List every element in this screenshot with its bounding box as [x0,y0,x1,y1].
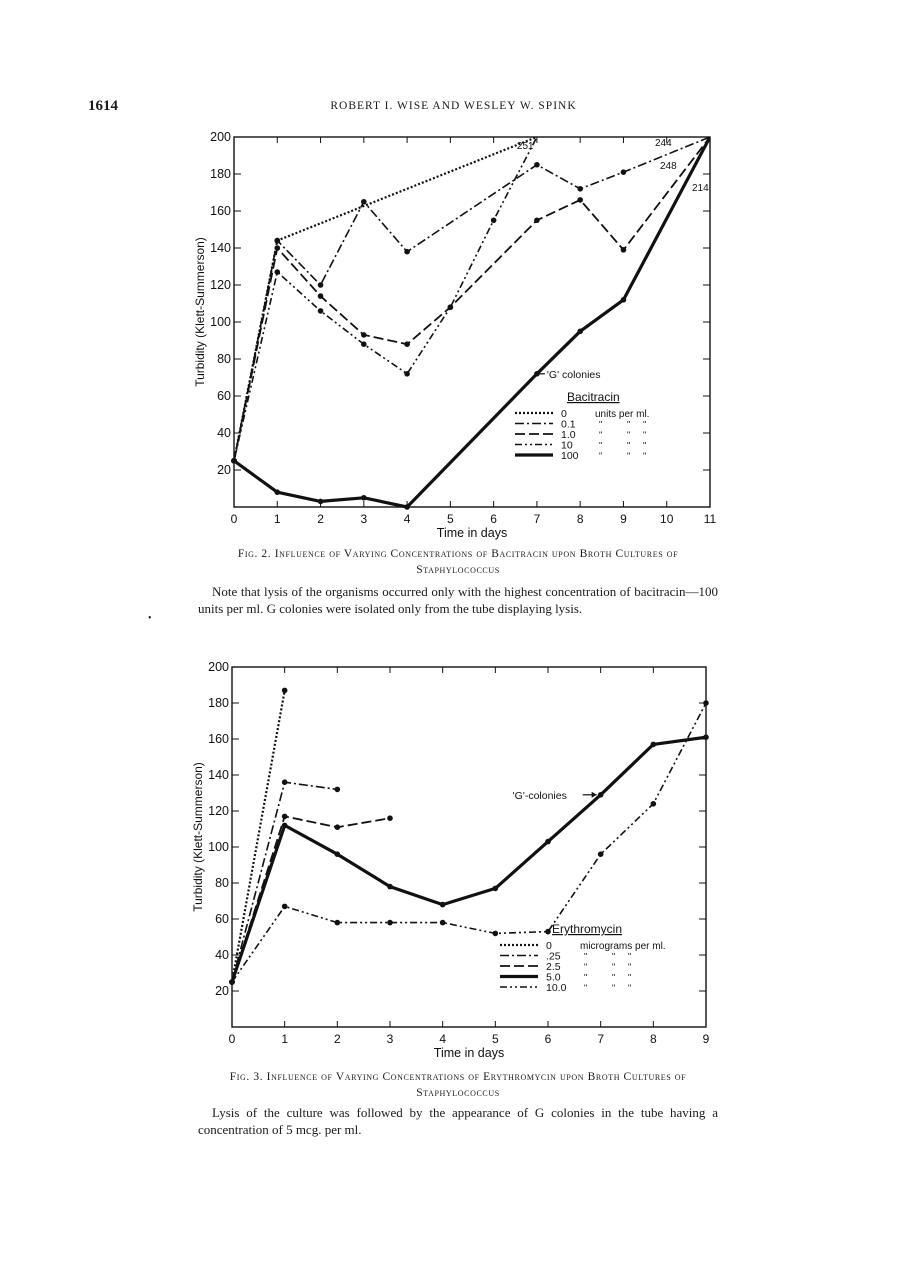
data-point [534,162,540,168]
data-point [282,814,288,820]
data-point [703,734,709,740]
y-tick-label: 180 [210,167,231,181]
legend-ditto: " [599,430,603,440]
x-tick-label: 7 [533,512,541,526]
data-point [335,787,341,793]
data-point [318,499,324,505]
data-point [577,197,583,203]
legend-ditto: " [584,962,588,972]
legend-entry-label: 100 [561,450,579,462]
series-line-0 [232,690,285,982]
legend-ditto: " [643,440,647,451]
data-point [361,332,367,338]
data-point [545,839,551,845]
data-point [274,238,280,244]
x-axis-label: Time in days [433,1046,505,1060]
plot-frame [232,667,706,1027]
y-tick-label: 200 [208,660,229,674]
x-tick-label: 7 [597,1032,605,1046]
legend-ditto: " [612,972,616,983]
legend-ditto: " [584,983,588,993]
data-point [404,249,410,255]
legend-entry-label: 0 [546,940,552,952]
data-point [577,186,583,192]
data-point [335,824,341,830]
legend-ditto: " [627,419,631,430]
data-point [274,489,280,495]
running-title: ROBERT I. WISE AND WESLEY W. SPINK [330,100,577,112]
x-tick-label: 11 [703,512,717,526]
x-tick-label: 6 [490,512,497,526]
data-point [703,700,709,706]
data-point [361,495,367,501]
data-point [335,851,341,857]
x-tick-label: 3 [386,1032,394,1046]
x-tick-label: 2 [333,1032,341,1046]
y-tick-label: 80 [215,876,229,890]
data-point [440,920,446,926]
data-point [651,742,657,748]
y-tick-label: 40 [215,948,229,962]
x-tick-label: 9 [702,1032,710,1046]
legend-ditto: " [612,962,616,972]
x-tick-label: 8 [576,512,584,526]
y-tick-label: 60 [215,912,229,926]
data-point [621,247,627,253]
legend-units: units per ml. [595,409,650,420]
y-tick-label: 80 [217,352,231,366]
y-tick-label: 20 [215,984,229,998]
data-point [274,245,280,251]
y-tick-label: 140 [208,768,229,782]
legend-ditto: " [612,951,616,962]
legend-ditto: " [627,430,631,440]
legend-ditto: " [628,983,632,993]
legend-ditto: " [599,440,603,451]
legend-entry-label: 0 [561,408,567,420]
x-tick-label: 1 [281,1032,289,1046]
margin-mark: • [148,613,152,624]
data-point [387,884,393,890]
data-point [282,779,288,785]
series-line-.25 [232,782,337,982]
x-tick-label: 2 [317,512,324,526]
y-tick-label: 140 [210,241,231,255]
data-point [361,199,367,205]
data-point [577,328,583,334]
data-point [534,217,540,223]
annotation-label: 'G' colonies [546,368,601,381]
data-point [621,297,627,303]
series-line-100 [234,137,710,507]
legend-ditto: " [599,419,603,430]
legend-entry-label: 1.0 [561,429,576,441]
series-line-0 [234,137,537,461]
data-point [404,504,410,510]
legend-ditto: " [627,440,631,451]
y-tick-label: 100 [210,315,231,329]
figure-3-caption: Fig. 3. Influence of Varying Concentrations of Erythromycin upon Broth Cultures of Staphylococcus [229,1071,687,1099]
x-tick-label: 10 [660,512,674,526]
x-tick-label: 3 [360,512,368,526]
data-point [448,304,454,310]
x-tick-label: 9 [620,512,627,526]
data-point [651,801,657,807]
data-point [440,902,446,908]
x-tick-label: 4 [403,512,411,526]
legend-ditto: " [627,451,631,461]
y-tick-label: 60 [217,389,231,403]
legend-ditto: " [628,951,632,962]
y-tick-label: 120 [210,278,231,292]
legend-ditto: " [643,430,647,440]
bacitracin-chart [190,125,730,540]
legend-units: micrograms per ml. [580,941,666,952]
data-point [318,293,324,299]
series-end-label: 214 [692,183,709,194]
series-end-label: 251 [516,141,534,152]
y-tick-label: 120 [208,804,229,818]
data-point [282,904,288,910]
y-tick-label: 40 [217,426,231,440]
x-tick-label: 0 [228,1032,236,1046]
x-axis-label: Time in days [436,526,508,540]
legend-ditto: " [643,451,647,461]
data-point [545,929,551,935]
data-point [229,979,235,985]
legend-entry-label: 10.0 [546,982,567,994]
x-tick-label: 4 [439,1032,447,1046]
y-tick-label: 160 [210,204,231,218]
data-point [274,269,280,275]
legend-title: Erythromycin [552,922,623,936]
data-point [598,792,604,798]
legend-entry-label: 0.1 [561,418,576,431]
data-point [404,341,410,347]
legend-entry-label: 10 [561,439,573,452]
legend-ditto: " [599,451,603,461]
x-tick-label: 5 [491,1032,499,1046]
data-point [493,931,499,937]
y-tick-label: 160 [208,732,229,746]
data-point [231,458,237,464]
y-tick-label: 20 [217,463,231,477]
legend-ditto: " [584,951,588,962]
y-axis-label: Turbidity (Klett-Summerson) [193,237,207,387]
x-tick-label: 0 [230,512,238,526]
legend-entry-label: 5.0 [546,971,561,984]
erythromycin-chart [190,655,730,1065]
legend-ditto: " [612,983,616,993]
y-tick-label: 180 [208,696,229,710]
x-tick-label: 6 [544,1032,552,1046]
data-point [387,920,393,926]
legend-entry-label: 2.5 [546,961,561,973]
data-point [282,688,288,694]
y-axis-label: Turbidity (Klett-Summerson) [191,762,205,912]
annotation-label: 'G'-colonies [512,789,567,802]
figure-2-note: Note that lysis of the organisms occurred only with the highest concentration of bacitracin—100 units per ml. G colonies were isolated only from the tube displaying lysis. [198,584,718,616]
legend-title: Bacitracin [567,390,620,404]
data-point [282,823,288,829]
data-point [318,282,324,288]
data-point [387,815,393,821]
data-point [491,217,497,223]
y-tick-label: 200 [210,130,231,144]
data-point [318,308,324,314]
legend-ditto: " [643,419,647,430]
series-line-10 [234,137,537,461]
legend-ditto: " [584,972,588,983]
series-end-label: 248 [660,161,677,172]
data-point [598,851,604,857]
data-point [493,886,499,892]
x-tick-label: 8 [649,1032,657,1046]
legend-entry-label: .25 [546,950,561,963]
data-point [621,169,627,175]
x-tick-label: 1 [273,512,281,526]
legend-ditto: " [628,962,632,972]
annotation-arrowhead [592,792,597,798]
plot-frame [234,137,710,507]
page-number: 1614 [88,98,118,114]
series-end-label: 244 [655,138,672,149]
legend-ditto: " [628,972,632,983]
y-tick-label: 100 [208,840,229,854]
figure-2-caption: Fig. 2. Influence of Varying Concentrations of Bacitracin upon Broth Cultures of Staphylococcus [237,548,679,576]
x-tick-label: 5 [447,512,454,526]
data-point [361,341,367,347]
data-point [404,371,410,377]
data-point [335,920,341,926]
figure-3-note: Lysis of the culture was followed by the appearance of G colonies in the tube having a concentration of 5 mcg. per ml. [198,1105,718,1137]
